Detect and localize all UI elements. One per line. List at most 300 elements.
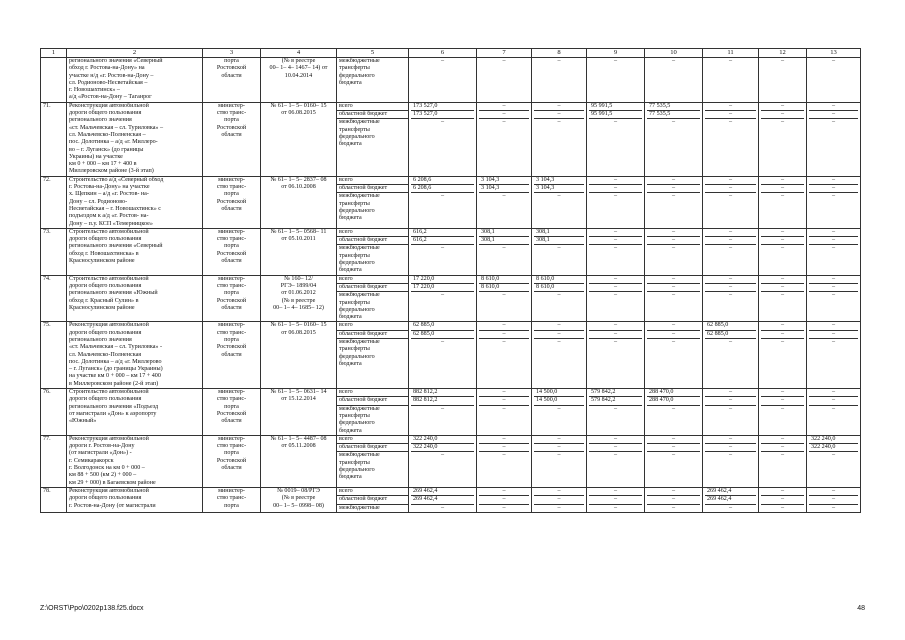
value: – xyxy=(761,103,804,111)
funding-source-line: межбюджетные трансферты федерального бюджета xyxy=(339,452,380,481)
table-row xyxy=(41,435,861,487)
funding-source-line: всего xyxy=(337,229,408,237)
column-number: 4 xyxy=(261,49,337,58)
funding-source xyxy=(337,58,409,103)
value: – xyxy=(761,229,804,237)
value-cell xyxy=(409,322,477,389)
value-cell xyxy=(532,102,587,176)
project-document: № 61– 1– 5– 0160– 15 от 06.08.2015 xyxy=(261,322,337,389)
value: – xyxy=(671,405,676,412)
funding-source-line: всего xyxy=(337,103,408,111)
value: – xyxy=(831,452,836,459)
value: – xyxy=(831,245,836,252)
value: – xyxy=(589,331,642,339)
value: – xyxy=(479,389,529,397)
value-cell xyxy=(759,322,807,389)
value-cell xyxy=(759,435,807,487)
value-cell xyxy=(532,435,587,487)
value: – xyxy=(831,338,836,345)
executor: порта Ростовской области xyxy=(203,58,261,103)
value-cell xyxy=(532,389,587,436)
value: – xyxy=(613,193,618,200)
value: 95 991,5 xyxy=(589,111,642,119)
column-number: 5 xyxy=(337,49,409,58)
column-number: 8 xyxy=(532,49,587,58)
row-number: 74. xyxy=(41,275,67,322)
value: – xyxy=(534,496,584,504)
value: – xyxy=(647,237,700,245)
value: – xyxy=(809,397,858,405)
value: – xyxy=(557,193,561,200)
table-row xyxy=(41,228,861,275)
value: 62 885,0 xyxy=(705,322,756,330)
value: – xyxy=(831,193,836,200)
value: 62 885,0 xyxy=(411,322,474,330)
column-number: 1 xyxy=(41,49,67,58)
value-cell xyxy=(703,275,759,322)
project-document: № 61– 1– 5– 0568– 11 от 05.10.2011 xyxy=(261,228,337,275)
row-number: 77. xyxy=(41,435,67,487)
value-cell xyxy=(477,322,532,389)
value-cell xyxy=(587,58,645,103)
value: – xyxy=(440,338,445,345)
funding-source-line: областной бюджет xyxy=(337,185,408,193)
value: 14 500,0 xyxy=(534,397,584,405)
value: – xyxy=(705,185,756,193)
value: – xyxy=(761,444,804,452)
value: – xyxy=(780,58,785,64)
value-cell xyxy=(532,322,587,389)
value-cell xyxy=(587,487,645,512)
value: – xyxy=(440,405,445,412)
value: 882 812,2 xyxy=(411,389,474,397)
value: 62 885,0 xyxy=(705,331,756,339)
value: – xyxy=(728,292,733,299)
value-cell xyxy=(759,275,807,322)
value: – xyxy=(647,488,700,496)
value: – xyxy=(589,444,642,452)
value: – xyxy=(613,504,618,511)
value: 3 104,3 xyxy=(534,185,584,193)
value: 269 462,4 xyxy=(705,488,756,496)
value: 6 208,6 xyxy=(411,185,474,193)
value-cell xyxy=(409,435,477,487)
value: – xyxy=(831,58,836,64)
value: – xyxy=(809,237,858,245)
value-cell xyxy=(587,228,645,275)
value: 269 462,4 xyxy=(411,488,474,496)
value-cell xyxy=(645,228,703,275)
funding-source-line: межбюджетные трансферты федерального бюджета xyxy=(339,58,380,86)
value: 322 240,0 xyxy=(809,444,858,452)
row-number: 75. xyxy=(41,322,67,389)
value: – xyxy=(705,103,756,111)
value-cell xyxy=(587,322,645,389)
value-cell xyxy=(409,176,477,228)
value: – xyxy=(479,397,529,405)
value-cell xyxy=(532,176,587,228)
value: 3 104,3 xyxy=(534,177,584,185)
value: 579 842,2 xyxy=(589,397,642,405)
value: – xyxy=(761,389,804,397)
value-cell xyxy=(477,176,532,228)
value-cell xyxy=(409,228,477,275)
value: – xyxy=(613,119,618,126)
value-cell xyxy=(807,389,861,436)
value: – xyxy=(831,504,836,511)
funding-source xyxy=(337,322,409,389)
value: – xyxy=(761,111,804,119)
value: – xyxy=(728,338,733,345)
value-cell xyxy=(807,228,861,275)
value: 8 610,0 xyxy=(534,276,584,284)
value: – xyxy=(809,488,858,496)
executor: министер- ство транс- порта Ростовской области xyxy=(203,102,261,176)
value: – xyxy=(761,185,804,193)
column-number: 13 xyxy=(807,49,861,58)
value: 8 610,0 xyxy=(479,276,529,284)
value: – xyxy=(809,284,858,292)
value: – xyxy=(647,496,700,504)
value: – xyxy=(780,405,785,412)
value: – xyxy=(502,193,506,200)
value: – xyxy=(589,284,642,292)
value-cell xyxy=(587,275,645,322)
value: 322 240,0 xyxy=(809,436,858,444)
column-number: 9 xyxy=(587,49,645,58)
value-cell xyxy=(703,228,759,275)
value: – xyxy=(761,488,804,496)
value: – xyxy=(479,496,529,504)
executor: министер- ство транс- порта Ростовской области xyxy=(203,435,261,487)
value: – xyxy=(831,292,836,299)
object-name: Реконструкция автомобильной дороги г. Ростов-на-Дону (от магистрали «Дон») - г. Семикаракорск г. Волгодонск на км 0 + 000 – км 88 + 500 (км 2) + 000 – км 29 + 000) в Багаевском районе xyxy=(67,435,203,487)
value-cell xyxy=(409,487,477,512)
value: – xyxy=(589,276,642,284)
value: – xyxy=(534,331,584,339)
value: – xyxy=(780,504,785,511)
value: – xyxy=(671,58,676,64)
value: – xyxy=(589,436,642,444)
value: – xyxy=(780,452,785,459)
value: – xyxy=(809,331,858,339)
value: – xyxy=(809,322,858,330)
value: – xyxy=(728,452,733,459)
value: 17 220,0 xyxy=(411,276,474,284)
value: 616,2 xyxy=(411,229,474,237)
value-cell xyxy=(409,58,477,103)
value-cell xyxy=(703,487,759,512)
value: 8 610,0 xyxy=(479,284,529,292)
value: – xyxy=(728,193,733,200)
value: – xyxy=(647,436,700,444)
value-cell xyxy=(477,275,532,322)
funding-source-line: всего xyxy=(337,488,408,496)
value: – xyxy=(809,185,858,193)
value: – xyxy=(440,193,445,200)
funding-source xyxy=(337,176,409,228)
executor: министер- ство транс- порта Ростовской области xyxy=(203,176,261,228)
value: – xyxy=(705,389,756,397)
executor: министер- ство транс- порта Ростовской области xyxy=(203,389,261,436)
object-name: регионального значения «Северный обход г. Ростова-на-Дону» на участке н/д «г. Ростов-на-Дону – сл. Родионово-Несветайская – г. Новошахтинск» – а/д «Ростов-на-Дону – Таганрог xyxy=(67,58,203,103)
value: – xyxy=(589,488,642,496)
value: – xyxy=(780,338,785,345)
value: – xyxy=(780,119,785,126)
funding-source-line: межбюджетные трансферты федерального бюджета xyxy=(339,405,380,434)
value-cell xyxy=(645,102,703,176)
value-cell xyxy=(645,322,703,389)
value: – xyxy=(671,504,676,511)
value: – xyxy=(761,436,804,444)
value: – xyxy=(647,322,700,330)
value-cell xyxy=(807,176,861,228)
value: – xyxy=(557,338,561,345)
funding-source-line: областной бюджет xyxy=(337,397,408,405)
value: – xyxy=(479,331,529,339)
value-cell xyxy=(759,58,807,103)
table-row xyxy=(41,322,861,389)
document-page xyxy=(40,48,860,513)
funding-source xyxy=(337,487,409,512)
value: – xyxy=(705,229,756,237)
value: – xyxy=(705,436,756,444)
value: – xyxy=(502,452,506,459)
table-row xyxy=(41,102,861,176)
value: – xyxy=(479,103,529,111)
table-body xyxy=(41,49,861,513)
value: – xyxy=(613,292,618,299)
funding-source-line: межбюджетные трансферты федерального бюджета xyxy=(339,338,380,367)
value: – xyxy=(502,338,506,345)
value: – xyxy=(440,245,445,252)
value: – xyxy=(761,322,804,330)
value-cell xyxy=(807,435,861,487)
value: 173 527,0 xyxy=(411,103,474,111)
funding-source-line: всего xyxy=(337,389,408,397)
funding-source-line: областной бюджет xyxy=(337,111,408,119)
value-cell xyxy=(703,389,759,436)
value: – xyxy=(557,119,561,126)
object-name: Строительство автомобильной дороги общего пользования регионального значения «Подъезд от магистрали «Дон» к аэропорту «Южный» xyxy=(67,389,203,436)
value: 3 104,3 xyxy=(479,177,529,185)
value: – xyxy=(780,245,785,252)
value: – xyxy=(557,245,561,252)
value-cell xyxy=(807,275,861,322)
value: – xyxy=(809,177,858,185)
value: – xyxy=(647,284,700,292)
object-name: Строительство автомобильной дороги общего пользования регионального значения «Северный обход г. Новошахтинска» в Красносулинском районе xyxy=(67,228,203,275)
row-number: 71. xyxy=(41,102,67,176)
value: – xyxy=(809,496,858,504)
value-cell xyxy=(477,58,532,103)
value: – xyxy=(809,229,858,237)
value: – xyxy=(440,119,445,126)
row-number: 73. xyxy=(41,228,67,275)
value: – xyxy=(809,276,858,284)
executor: министер- ство транс- порта Ростовской области xyxy=(203,228,261,275)
value: 308,1 xyxy=(479,229,529,237)
value: – xyxy=(761,397,804,405)
value: 8 610,0 xyxy=(534,284,584,292)
value: – xyxy=(534,103,584,111)
value-cell xyxy=(645,487,703,512)
value-cell xyxy=(759,389,807,436)
value: – xyxy=(557,58,561,64)
value: 616,2 xyxy=(411,237,474,245)
value-cell xyxy=(703,102,759,176)
value: 322 240,0 xyxy=(411,436,474,444)
value: – xyxy=(809,103,858,111)
value-cell xyxy=(532,228,587,275)
funding-source xyxy=(337,275,409,322)
value: – xyxy=(613,245,618,252)
value: – xyxy=(728,405,733,412)
table-row xyxy=(41,389,861,436)
value: – xyxy=(671,338,676,345)
value: – xyxy=(647,229,700,237)
funding-source xyxy=(337,102,409,176)
value: 14 500,0 xyxy=(534,389,584,397)
value-cell xyxy=(477,389,532,436)
value: – xyxy=(440,58,445,64)
funding-source-line: межбюджетные трансферты федерального бюджета xyxy=(339,245,380,274)
value-cell xyxy=(807,322,861,389)
value: – xyxy=(705,444,756,452)
value-cell xyxy=(477,228,532,275)
value: – xyxy=(534,436,584,444)
project-document: (№ в реестре 00– 1– 4– 1467– 14) от 10.04.2014 xyxy=(261,58,337,103)
value: – xyxy=(440,504,445,511)
value: – xyxy=(671,245,676,252)
value-cell xyxy=(587,435,645,487)
value-cell xyxy=(645,389,703,436)
funding-source-line: всего xyxy=(337,436,408,444)
value-cell xyxy=(807,58,861,103)
value: – xyxy=(728,504,733,511)
value: 882 812,2 xyxy=(411,397,474,405)
funding-source-line: областной бюджет xyxy=(337,331,408,339)
project-document: № 61– 1– 5– 2837– 08 от 06.10.2008 xyxy=(261,176,337,228)
value-cell xyxy=(532,487,587,512)
funding-source-line: всего xyxy=(337,177,408,185)
value: – xyxy=(705,237,756,245)
column-number: 11 xyxy=(703,49,759,58)
value-cell xyxy=(477,435,532,487)
column-number: 7 xyxy=(477,49,532,58)
value: – xyxy=(479,444,529,452)
funding-source-line: межбюджетные xyxy=(339,504,380,511)
object-name: Реконструкция автомобильной дороги общего пользования регионального значения «ст. Мальчевская – сл. Туриловка» - сл. Мальчевско-Полненская пос. Долотинка – а/д «г. Миллерово – г. Луганск» (до границы Украины) на участке км 0 + 000 – км 17 + 400 в Миллеровском районе (2-й этап) xyxy=(67,322,203,389)
value-cell xyxy=(532,275,587,322)
value: 269 462,4 xyxy=(411,496,474,504)
value: – xyxy=(728,119,733,126)
value: – xyxy=(613,405,618,412)
value: – xyxy=(780,292,785,299)
value: 579 842,2 xyxy=(589,389,642,397)
value: – xyxy=(761,284,804,292)
funding-source-line: межбюджетные трансферты федерального бюджета xyxy=(339,119,380,148)
value: – xyxy=(728,245,733,252)
value-cell xyxy=(409,102,477,176)
funding-source-line: межбюджетные трансферты федерального бюджета xyxy=(339,292,380,321)
funding-source xyxy=(337,389,409,436)
object-name: Реконструкция автомобильной дороги общего пользования регионального значения «ст. Мальчевская – сл. Туриловка» – сл. Мальчевско-Полненская – пос. Долотинка – а/д «г. Миллеро- во – г. Луганск» (до границы Украины) на участке км 0 + 000 – км 17 + 400 в Миллеровском районе (3-й этап) xyxy=(67,102,203,176)
value: – xyxy=(671,292,676,299)
value: – xyxy=(479,488,529,496)
value: 269 462,4 xyxy=(705,496,756,504)
project-document: № 61– 1– 5– 0160– 15 от 06.08.2015 xyxy=(261,102,337,176)
value-cell xyxy=(759,228,807,275)
value-cell xyxy=(587,102,645,176)
funding-source-line: межбюджетные трансферты федерального бюджета xyxy=(339,193,380,222)
value: – xyxy=(502,292,506,299)
funding-source-line: всего xyxy=(337,276,408,284)
value: – xyxy=(613,58,618,64)
value: – xyxy=(809,389,858,397)
project-document: № 160– 12/ РГЭ– 1899/04 от 01.06.2012 (№ в реестре 00– 1– 4– 1685– 12) xyxy=(261,275,337,322)
value: – xyxy=(647,444,700,452)
file-path: Z:\ORST\Ppo\0202p138.f25.docx xyxy=(40,605,144,612)
funding-source xyxy=(337,228,409,275)
value: – xyxy=(440,292,445,299)
value: – xyxy=(705,276,756,284)
executor: министер- ство транс- порта Ростовской области xyxy=(203,322,261,389)
value-cell xyxy=(409,389,477,436)
value: – xyxy=(440,452,445,459)
value: – xyxy=(671,452,676,459)
value-cell xyxy=(645,275,703,322)
table-row xyxy=(41,176,861,228)
value: – xyxy=(831,119,836,126)
column-number-row xyxy=(41,49,861,58)
value-cell xyxy=(477,487,532,512)
funding-source-line: областной бюджет xyxy=(337,444,408,452)
value: – xyxy=(502,245,506,252)
value: 288 470,0 xyxy=(647,397,700,405)
value: – xyxy=(647,331,700,339)
value-cell xyxy=(477,102,532,176)
executor: министер- ство транс- порта Ростовской области xyxy=(203,275,261,322)
column-number: 10 xyxy=(645,49,703,58)
value-cell xyxy=(587,389,645,436)
table-row xyxy=(41,275,861,322)
value: – xyxy=(671,193,676,200)
value: – xyxy=(479,322,529,330)
executor: министер- ство транс- порта xyxy=(203,487,261,512)
object-name: Строительство автомобильной дороги общего пользования регионального значения «Южный обход г. Красный Сулин» в Красносулинском районе xyxy=(67,275,203,322)
value-cell xyxy=(645,58,703,103)
value: – xyxy=(502,504,506,511)
value: – xyxy=(589,185,642,193)
page-number: 48 xyxy=(857,605,865,612)
value: – xyxy=(502,405,506,412)
funding-source-line: областной бюджет xyxy=(337,284,408,292)
value-cell xyxy=(807,102,861,176)
column-number: 6 xyxy=(409,49,477,58)
value: – xyxy=(479,436,529,444)
value: – xyxy=(589,229,642,237)
funding-source-line: всего xyxy=(337,322,408,330)
value: – xyxy=(647,177,700,185)
value: – xyxy=(557,504,561,511)
table-row xyxy=(41,487,861,512)
value: – xyxy=(557,405,561,412)
value: – xyxy=(780,193,785,200)
value: 308,1 xyxy=(479,237,529,245)
value: – xyxy=(534,111,584,119)
value: 77 535,5 xyxy=(647,111,700,119)
